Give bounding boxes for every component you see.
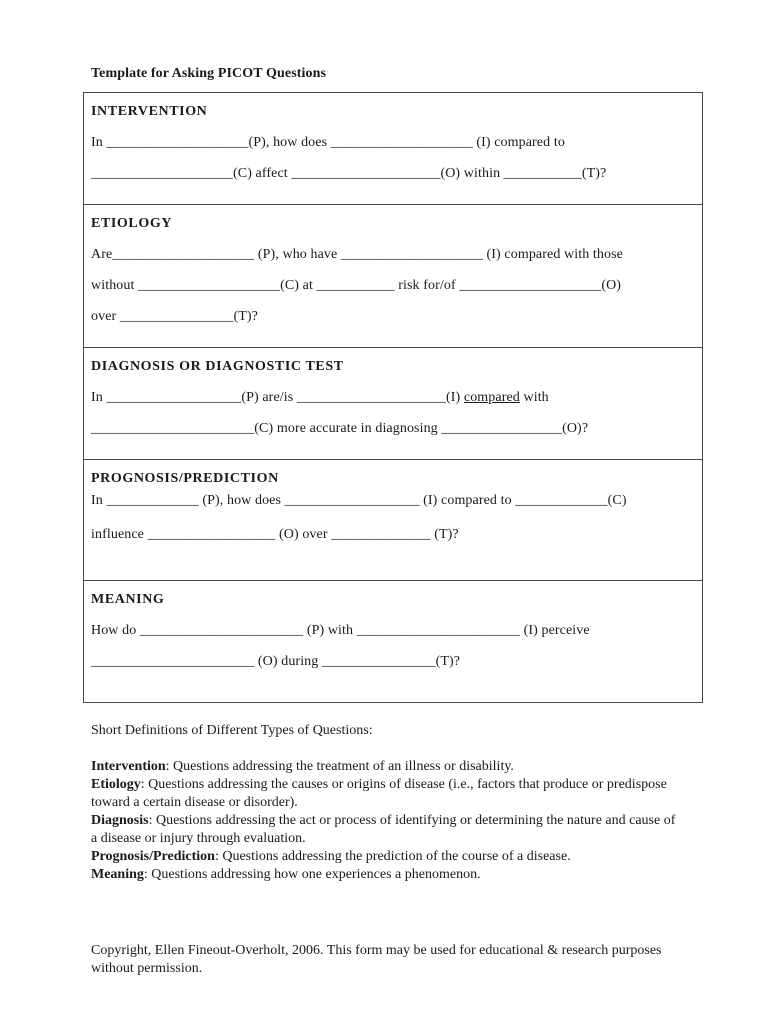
section-heading-etiology: ETIOLOGY <box>91 216 173 231</box>
definition-term: Meaning <box>91 867 144 882</box>
intervention-line-1: In ____________________(P), how does ____________________ (I) compared to <box>91 135 565 150</box>
definition-prognosis <box>91 848 681 866</box>
picot-template-table <box>83 92 703 703</box>
section-heading-diagnosis: DIAGNOSIS OR DIAGNOSTIC TEST <box>91 359 344 374</box>
section-heading-meaning: MEANING <box>91 592 165 607</box>
diagnosis-line-2: _______________________(C) more accurate in diagnosing _________________(O)? <box>91 421 589 436</box>
section-etiology <box>84 204 702 347</box>
prognosis-line-1: In _____________ (P), how does ___________________ (I) compared to _____________(C) <box>91 493 627 508</box>
definitions-intro: Short Definitions of Different Types of Questions: <box>91 723 373 738</box>
intervention-line-2: ____________________(C) affect _____________________(O) within ___________(T)? <box>91 166 607 181</box>
definition-text: : Questions addressing the treatment of an illness or disability. <box>165 759 514 774</box>
copyright-notice: Copyright, Ellen Fineout-Overholt, 2006. This form may be used for educational & research purposes without permission. <box>91 943 662 976</box>
definition-term: Intervention <box>91 759 166 774</box>
definition-intervention <box>91 758 681 776</box>
definition-text: : Questions addressing the act or process of identifying or determining the nature and cause of a disease or injury through evaluation. <box>91 813 676 846</box>
section-heading-prognosis: PROGNOSIS/PREDICTION <box>91 471 279 486</box>
section-diagnosis <box>84 347 702 459</box>
page-title: Template for Asking PICOT Questions <box>91 66 327 81</box>
section-prognosis <box>84 459 702 580</box>
prognosis-line-2: influence __________________ (O) over ______________ (T)? <box>91 527 459 542</box>
definition-term: Prognosis/Prediction <box>91 849 215 864</box>
definition-diagnosis <box>91 812 681 848</box>
definition-term: Diagnosis <box>91 813 149 828</box>
definition-text: : Questions addressing how one experiences a phenomenon. <box>143 867 481 882</box>
definition-meaning <box>91 866 681 884</box>
etiology-line-3: over ________________(T)? <box>91 309 258 324</box>
diagnosis-line-1 <box>91 390 549 406</box>
definitions-block <box>91 722 681 884</box>
definition-etiology <box>91 776 681 812</box>
definition-text: : Questions addressing the prediction of the course of a disease. <box>214 849 571 864</box>
definition-text: : Questions addressing the causes or origins of disease (i.e., factors that produce or predispose toward a certain disease or disorder). <box>91 777 667 810</box>
etiology-line-1: Are____________________ (P), who have ____________________ (I) compared with those <box>91 247 623 262</box>
diagnosis-line-1-end: with <box>519 390 549 405</box>
etiology-line-2: without ____________________(C) at ___________ risk for/of ____________________(O) <box>91 278 622 293</box>
definition-term: Etiology <box>91 777 141 792</box>
section-heading-intervention: INTERVENTION <box>91 104 208 119</box>
meaning-line-2: _______________________ (O) during ________________(T)? <box>91 654 461 669</box>
meaning-line-1: How do _______________________ (P) with _______________________ (I) perceive <box>91 623 590 638</box>
diagnosis-line-1-start: In ___________________(P) are/is _____________________(I) <box>91 390 464 405</box>
section-intervention <box>84 93 702 204</box>
section-meaning <box>84 580 702 702</box>
diagnosis-compared-underlined: compared <box>463 390 520 405</box>
